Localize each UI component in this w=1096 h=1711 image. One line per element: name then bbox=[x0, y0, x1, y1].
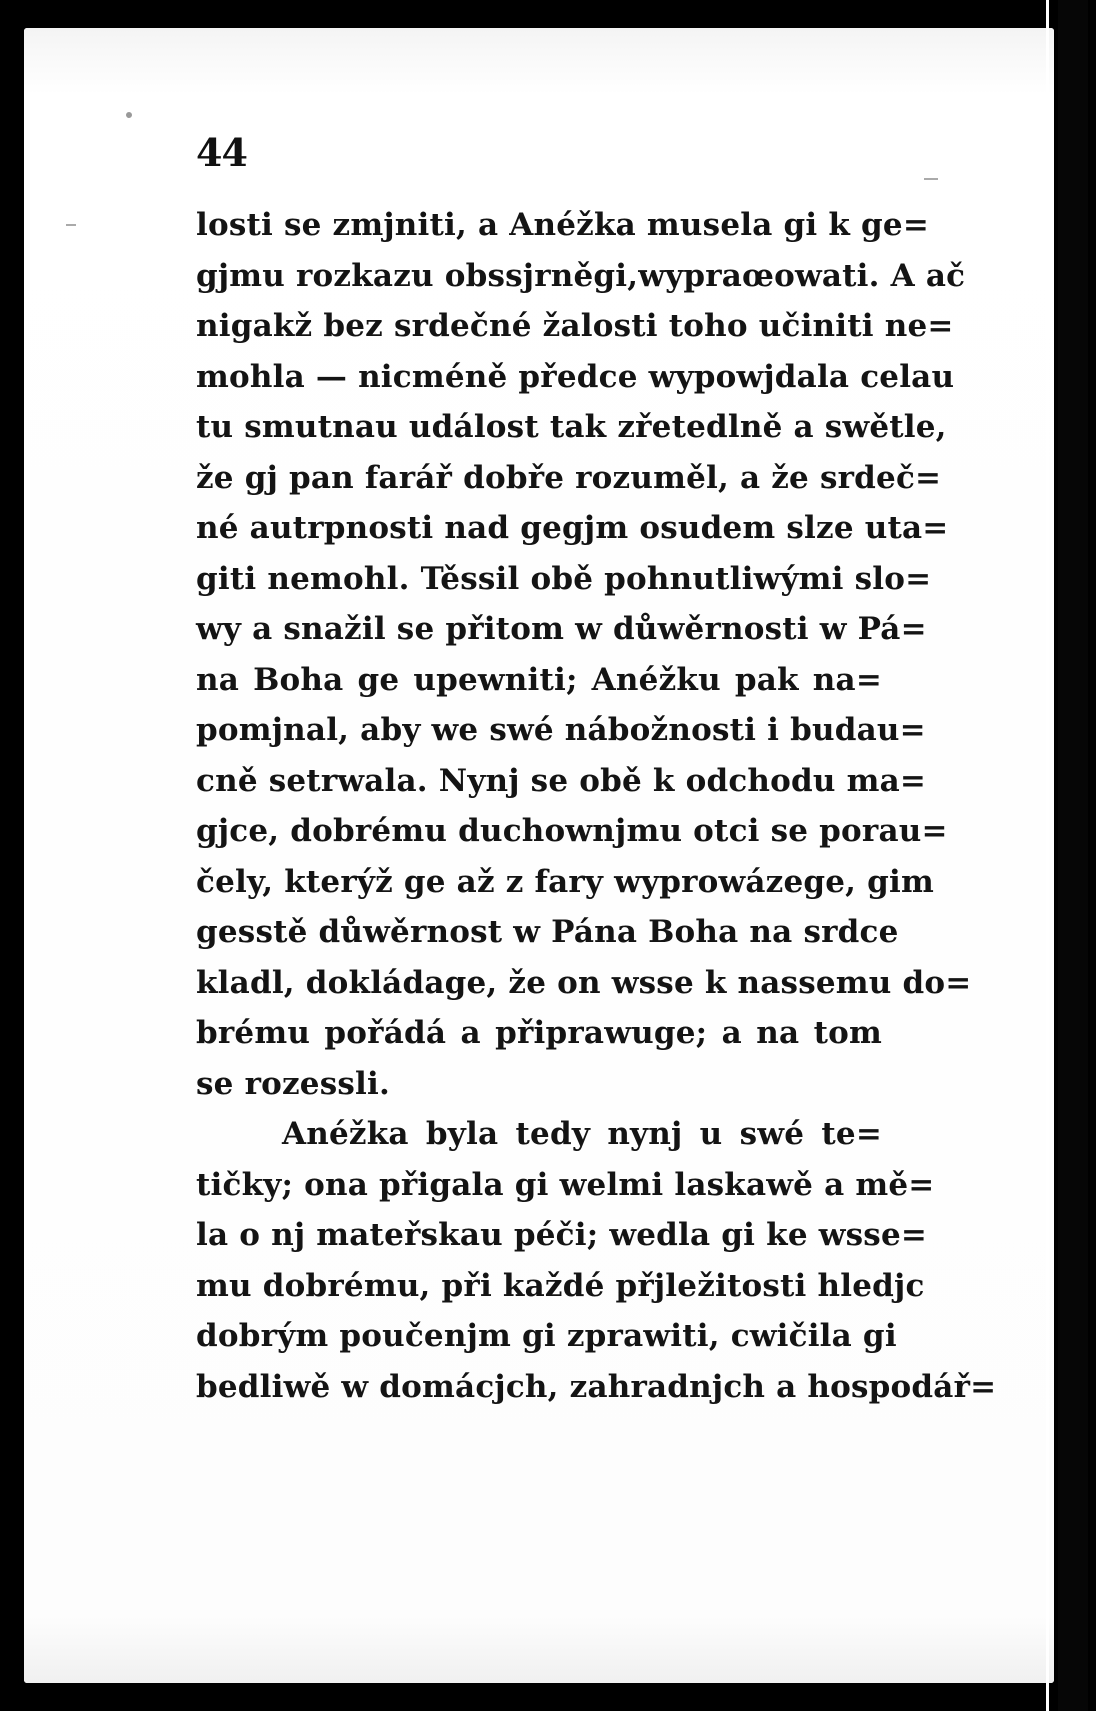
text-line: dobrým poučenjm gi zprawiti, cwičila gi bbox=[196, 1318, 897, 1354]
text-line: nigakž bez srdečné žalosti toho učiniti ne= bbox=[196, 308, 954, 344]
text-line: čely, kterýž ge až z fary wyprowázege, gim bbox=[196, 863, 935, 900]
scan-mark bbox=[66, 224, 76, 226]
text-line: tu smutnau událost tak zřetedlně a swětle, bbox=[196, 409, 947, 445]
scan-speck bbox=[126, 112, 132, 118]
text-line: la o nj mateřskau péči; wedla gi ke wsse= bbox=[196, 1217, 928, 1253]
text-line: se rozessli. bbox=[196, 1065, 390, 1102]
text-line: giti nemohl. Těssil obě pohnutliwými slo= bbox=[196, 560, 932, 597]
text-line: gesstě důwěrnost w Pána Boha na srdce bbox=[196, 914, 899, 950]
text-line: kladl, dokládage, že on wsse k nassemu do= bbox=[196, 964, 972, 1001]
text-line: gjce, dobrému duchownjmu otci se porau= bbox=[196, 813, 948, 849]
text-line: mohla — nicméně předce wypowjdala celau bbox=[196, 358, 955, 395]
text-line: na Boha ge upewniti; Anéžku pak na= bbox=[196, 661, 882, 698]
scan-mark bbox=[924, 178, 938, 180]
text-line: bedliwě w domácjch, zahradnjch a hospodář= bbox=[196, 1368, 997, 1405]
text-line: pomjnal, aby we swé nábožnosti i budau= bbox=[196, 712, 926, 748]
text-line: gjmu rozkazu obssjrněgi,wypraœowati. A ač bbox=[196, 257, 966, 294]
text-line: cně setrwala. Nynj se obě k odchodu ma= bbox=[196, 762, 927, 799]
scan-edge-strip bbox=[1058, 0, 1088, 1711]
text-line: wy a snažil se přitom w důwěrnosti w Pá= bbox=[196, 611, 927, 647]
text-line: brému pořádá a připrawuge; a na tom bbox=[196, 1015, 882, 1051]
body-text bbox=[196, 200, 997, 1412]
text-line: že gj pan farář dobře rozuměl, a že srdeč= bbox=[196, 459, 942, 496]
text-line: Anéžka byla tedy nynj u swé te= bbox=[282, 1116, 882, 1152]
text-line: mu dobrému, při každé přjležitosti hledjc bbox=[196, 1267, 925, 1304]
page-number: 44 bbox=[196, 130, 247, 175]
scan-edge-line bbox=[1046, 0, 1049, 1711]
text-line: losti se zmjniti, a Anéžka musela gi k ge= bbox=[196, 207, 929, 243]
text-line: né autrpnosti nad gegjm osudem slze uta= bbox=[196, 510, 949, 546]
text-line: tičky; ona přigala gi welmi laskawě a mě= bbox=[196, 1166, 935, 1203]
